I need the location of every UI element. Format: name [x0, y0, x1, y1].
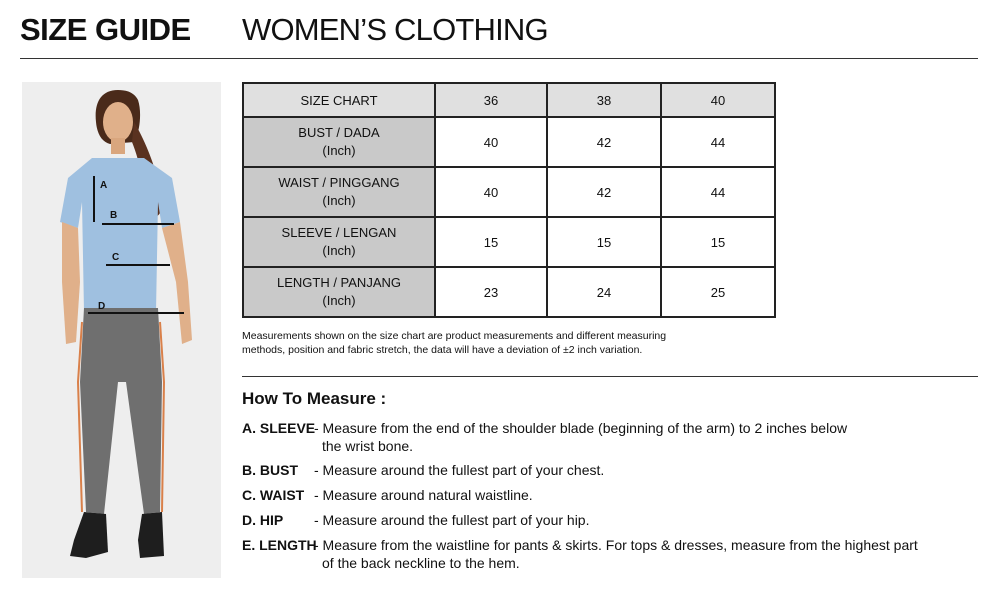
- row-label-sleeve: SLEEVE / LENGAN (Inch): [243, 217, 435, 267]
- measurement-note: Measurements shown on the size chart are product measurements and different measuring methods, position and fabric stretch, the data will have a deviation of ±2 inch variation.: [242, 330, 667, 356]
- header-divider: [20, 58, 978, 59]
- instruction-text: - Measure around the fullest part of your hip.: [314, 512, 590, 528]
- table-cell: 15: [661, 217, 775, 267]
- table-cell: 40: [435, 117, 547, 167]
- instruction-text: - Measure around the fullest part of your chest.: [314, 462, 605, 478]
- instruction-bust: [242, 461, 982, 479]
- instruction-text-cont: of the back neckline to the hem.: [322, 555, 520, 571]
- instruction-hip: [242, 511, 982, 529]
- how-to-heading: How To Measure :: [242, 389, 387, 408]
- row-label-bust: BUST / DADA (Inch): [243, 117, 435, 167]
- section-divider: [242, 376, 978, 377]
- table-row-bust: [243, 117, 775, 167]
- instruction-text: - Measure around natural waistline.: [314, 487, 533, 503]
- instruction-text: - Measure from the waistline for pants & skirts. For tops & dresses, measure from the highest part: [314, 537, 918, 553]
- marker-b: B: [110, 210, 118, 221]
- table-cell: 25: [661, 267, 775, 317]
- instruction-label: B. BUST: [242, 462, 298, 478]
- instruction-label: D. HIP: [242, 512, 284, 528]
- table-header-row: [243, 83, 775, 117]
- size-chart-table: [242, 82, 776, 318]
- table-cell: 24: [547, 267, 661, 317]
- instruction-text: - Measure from the end of the shoulder blade (beginning of the arm) to 2 inches below: [314, 420, 848, 436]
- page-subtitle: WOMEN’S CLOTHING: [242, 12, 548, 47]
- row-label-length: LENGTH / PANJANG (Inch): [243, 267, 435, 317]
- table-row-length: [243, 267, 775, 317]
- instruction-length: [242, 536, 982, 572]
- instruction-sleeve: [242, 419, 982, 455]
- table-cell: 15: [435, 217, 547, 267]
- table-row-sleeve: [243, 217, 775, 267]
- model-photo: [22, 82, 221, 578]
- instruction-text-cont: the wrist bone.: [322, 438, 414, 454]
- table-row-waist: [243, 167, 775, 217]
- size-header-40: 40: [661, 83, 775, 117]
- marker-c: C: [112, 252, 120, 263]
- table-cell: 15: [547, 217, 661, 267]
- table-cell: 23: [435, 267, 547, 317]
- instruction-label: C. WAIST: [242, 487, 305, 503]
- marker-d: D: [98, 301, 106, 312]
- table-cell: 44: [661, 117, 775, 167]
- row-label-waist: WAIST / PINGGANG (Inch): [243, 167, 435, 217]
- model-illustration: [22, 82, 221, 578]
- page-title: SIZE GUIDE: [20, 12, 191, 47]
- instruction-label: A. SLEEVE: [242, 420, 316, 436]
- table-cell: 42: [547, 167, 661, 217]
- marker-a: A: [100, 180, 108, 191]
- instruction-label: E. LENGTH: [242, 537, 317, 553]
- size-header-36: 36: [435, 83, 547, 117]
- table-header-label: SIZE CHART: [243, 83, 435, 117]
- size-header-38: 38: [547, 83, 661, 117]
- table-cell: 44: [661, 167, 775, 217]
- table-cell: 42: [547, 117, 661, 167]
- instruction-waist: [242, 486, 982, 504]
- table-cell: 40: [435, 167, 547, 217]
